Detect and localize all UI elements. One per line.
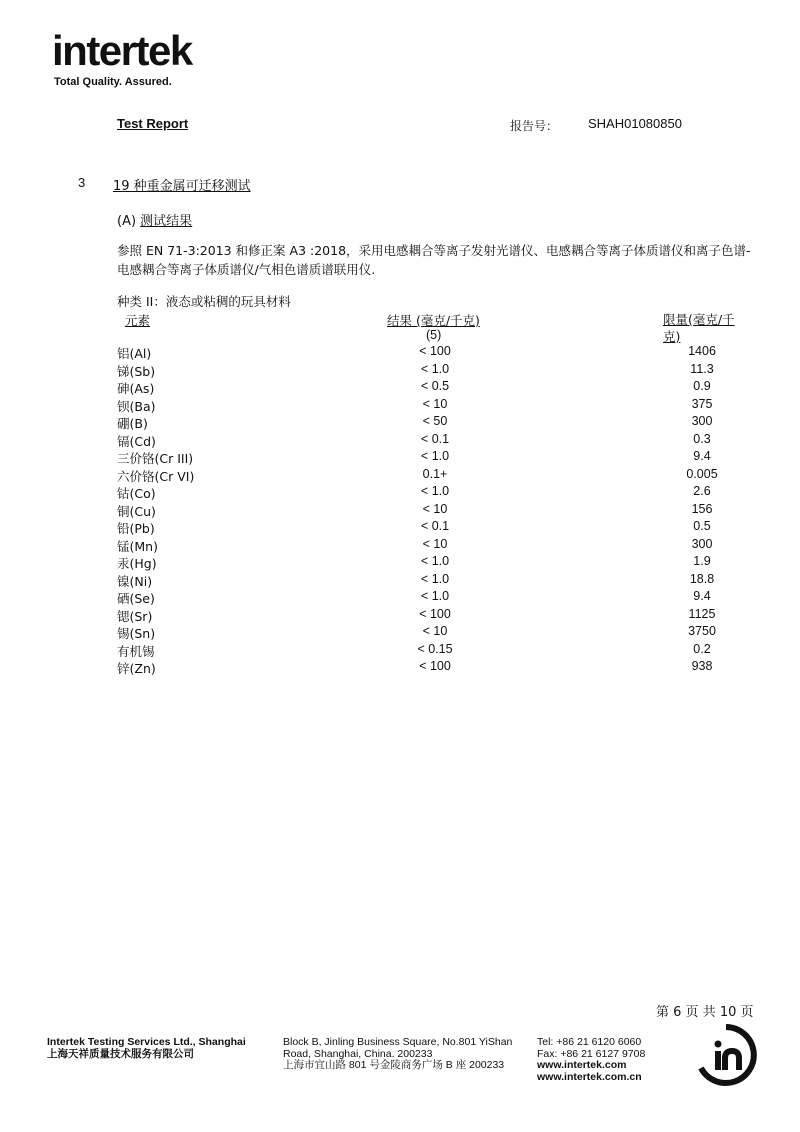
table-row — [0, 659, 800, 677]
cell-limit: 0.9 — [693, 379, 711, 393]
cell-result: < 10 — [422, 396, 448, 411]
table-row — [0, 624, 800, 642]
material-category: 种类 II：液态或粘稠的玩具材料 — [117, 294, 291, 309]
table-row — [0, 589, 800, 607]
table-row — [0, 519, 800, 537]
cell-result: < 100 — [419, 606, 451, 621]
subsection-prefix: (A) — [117, 214, 141, 229]
cell-result: < 50 — [422, 414, 448, 428]
cell-result: < 1.0 — [420, 571, 450, 586]
cell-element: 硒(Se) — [117, 591, 155, 606]
website-link-cn[interactable]: www.intertek.com.cn — [537, 1070, 642, 1083]
page-number — [656, 1001, 754, 1020]
cell-result: < 1.0 — [420, 484, 450, 498]
report-number: SHAH01080850 — [588, 116, 682, 131]
method-paragraph: 参照 EN 71-3:2013 和修正案 A3 :2018，采用电感耦合等离子发射光谱仪、电感耦合等离子体质谱仪和离子色谱-电感耦合等离子体质谱仪/气相色谱质谱联用仪. — [117, 243, 751, 277]
address-line-2: Road, Shanghai, China. 200233 — [283, 1047, 433, 1060]
page-middle: 页 共 — [681, 1005, 720, 1020]
cell-element: 锌(Zn) — [117, 661, 156, 676]
cell-element: 锶(Sr) — [117, 608, 153, 624]
address-line-1: Block B, Jinling Business Square, No.801 YiShan — [283, 1036, 513, 1048]
table-row — [0, 642, 800, 660]
cell-limit: 18.8 — [689, 571, 715, 586]
column-header-result: 结果 (毫克/千克) — [387, 313, 480, 328]
cell-element: 镉(Cd) — [117, 433, 156, 449]
intertek-circle-logo-icon — [693, 1022, 759, 1088]
cell-result: < 1.0 — [420, 589, 450, 603]
subsection-title — [117, 210, 192, 229]
cell-limit: 0.005 — [686, 466, 718, 481]
address-line-3: 上海市宜山路 801 号金陵商务广场 B 座 200233 — [283, 1059, 505, 1071]
table-row — [0, 484, 800, 502]
cell-limit: 156 — [691, 501, 713, 516]
column-header-limit: 限量(毫克/千克) — [663, 312, 735, 344]
fax: Fax: +86 21 6127 9708 — [537, 1047, 646, 1060]
cell-limit: 300 — [691, 414, 713, 428]
cell-element: 铅(Pb) — [117, 521, 155, 536]
table-row — [0, 362, 800, 380]
report-number-label: 报告号： — [510, 119, 559, 133]
cell-element: 铜(Cu) — [117, 503, 156, 519]
cell-result: < 10 — [422, 536, 448, 551]
cell-element: 六价铬(Cr VI) — [117, 468, 195, 484]
cell-limit: 375 — [691, 396, 713, 411]
cell-limit: 1406 — [688, 344, 716, 358]
cell-element: 三价铬(Cr III) — [117, 451, 194, 466]
footer-contact — [537, 1037, 645, 1083]
logo-tagline: Total Quality. Assured. — [54, 76, 172, 88]
table-row — [0, 344, 800, 362]
cell-element: 锡(Sn) — [117, 626, 156, 641]
cell-limit: 2.6 — [693, 484, 711, 498]
cell-element: 硼(B) — [117, 416, 148, 431]
cell-limit: 938 — [691, 659, 713, 673]
section-number: 3 — [78, 175, 86, 190]
cell-result: < 10 — [422, 501, 448, 516]
cell-limit: 3750 — [688, 624, 716, 638]
table-row — [0, 414, 800, 432]
cell-result: < 0.1 — [420, 519, 450, 533]
cell-element: 汞(Hg) — [117, 556, 157, 571]
cell-result: < 0.1 — [420, 431, 450, 446]
cell-element: 钡(Ba) — [117, 398, 156, 414]
results-table-body — [0, 344, 800, 677]
table-row — [0, 467, 800, 485]
page-current: 6 — [673, 1005, 682, 1020]
cell-limit: 0.3 — [693, 431, 711, 446]
cell-result: < 100 — [419, 659, 451, 673]
table-row — [0, 397, 800, 415]
company-name-cn: 上海天祥质量技术服务有限公司 — [47, 1047, 194, 1060]
cell-limit: 9.4 — [693, 589, 711, 603]
cell-result: < 1.0 — [420, 361, 450, 376]
company-name-en: Intertek Testing Services Ltd., Shanghai — [47, 1036, 246, 1048]
table-row — [0, 432, 800, 450]
cell-limit: 0.2 — [693, 641, 711, 656]
cell-limit: 0.5 — [693, 519, 711, 533]
subsection-label: 测试结果 — [140, 214, 193, 229]
cell-element: 砷(As) — [117, 381, 155, 396]
cell-result: < 100 — [419, 344, 451, 358]
cell-limit: 9.4 — [693, 449, 711, 463]
table-row — [0, 502, 800, 520]
column-header-element: 元素 — [125, 313, 151, 328]
cell-limit: 11.3 — [690, 361, 714, 376]
cell-result: < 1.0 — [420, 449, 450, 463]
table-row — [0, 449, 800, 467]
cell-result: < 0.5 — [420, 379, 450, 393]
cell-limit: 1.9 — [693, 554, 711, 568]
page-total: 10 — [719, 1005, 737, 1020]
cell-result: < 10 — [422, 624, 448, 638]
cell-element: 锰(Mn) — [117, 538, 158, 554]
table-row — [0, 554, 800, 572]
page-prefix: 第 — [656, 1005, 674, 1020]
cell-limit: 1125 — [688, 606, 716, 621]
result-note: (5) — [426, 328, 442, 342]
intertek-logo-wordmark: intertek — [52, 27, 192, 74]
cell-element: 铝(Al) — [117, 346, 152, 361]
cell-element: 有机锡 — [117, 643, 155, 659]
telephone: Tel: +86 21 6120 6060 — [537, 1036, 642, 1048]
footer-address — [283, 1037, 512, 1072]
cell-element: 锑(Sb) — [117, 363, 156, 379]
cell-result: 0.1+ — [422, 466, 448, 481]
footer-company — [47, 1037, 246, 1060]
website-link[interactable]: www.intertek.com — [537, 1059, 627, 1071]
cell-element: 钴(Co) — [117, 486, 156, 501]
section-title: 19 种重金属可迁移测试 — [113, 179, 251, 194]
table-row — [0, 572, 800, 590]
table-row — [0, 607, 800, 625]
cell-result: < 0.15 — [417, 641, 453, 656]
table-row — [0, 537, 800, 555]
page-suffix: 页 — [736, 1005, 754, 1020]
report-title: Test Report — [117, 116, 189, 131]
cell-limit: 300 — [691, 536, 713, 551]
cell-element: 镍(Ni) — [117, 573, 153, 589]
cell-result: < 1.0 — [420, 554, 450, 568]
table-row — [0, 379, 800, 397]
